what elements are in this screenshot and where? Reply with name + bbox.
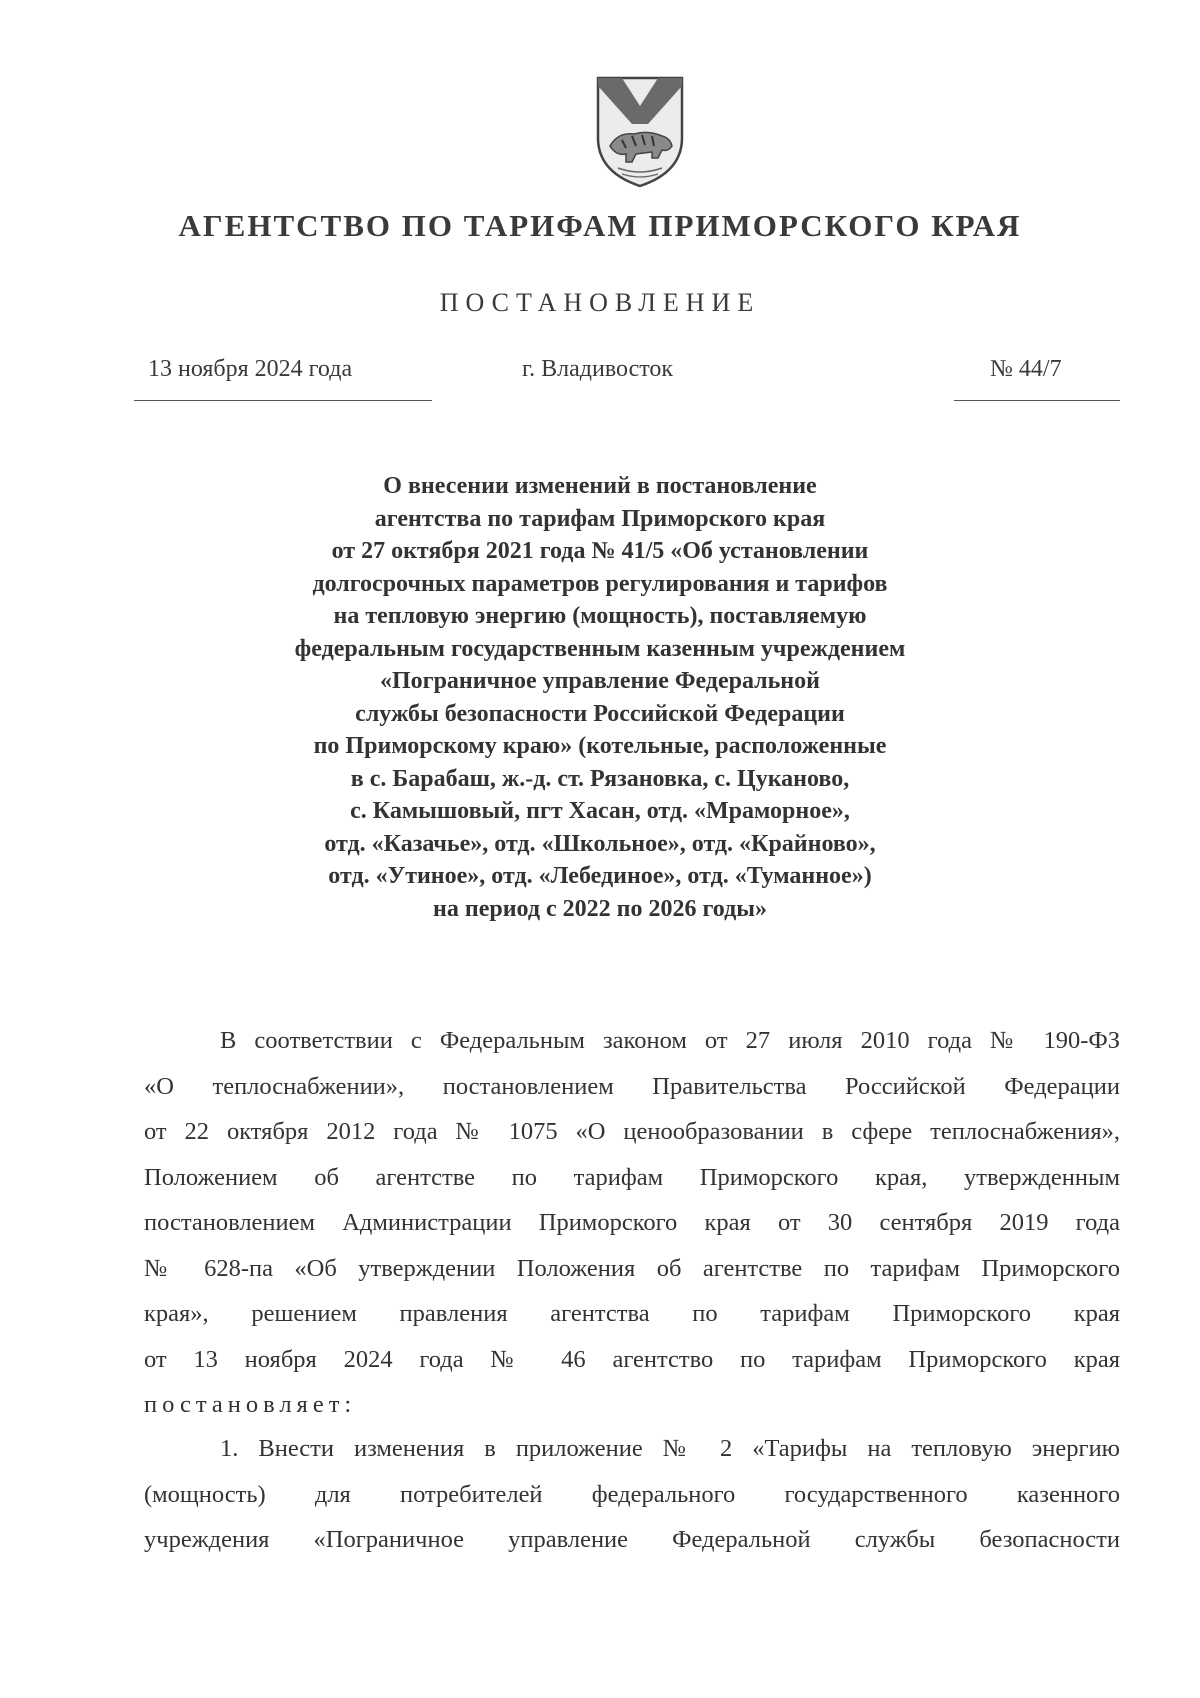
title-line: О внесении изменений в постановление	[383, 473, 817, 499]
clause-1-paragraph	[144, 1426, 1120, 1563]
title-line: федеральным государственным казенным учреждением	[294, 635, 906, 662]
body-line: «О теплоснабжении», постановлением Правительства Российской Федерации	[144, 1072, 1120, 1100]
body-line: (мощность) для потребителей федерального государственного казенного	[144, 1480, 1120, 1508]
coat-of-arms-emblem	[592, 72, 688, 190]
body-line: постановлением Администрации Приморского края от 30 сентября 2019 года	[144, 1209, 1120, 1236]
document-city: г. Владивосток	[522, 356, 674, 382]
number-underline	[954, 400, 1120, 401]
preamble-paragraph	[144, 1018, 1120, 1428]
title-line: службы безопасности Российской Федерации	[355, 700, 845, 727]
title-line: отд. «Казачье», отд. «Школьное», отд. «Крайново»,	[324, 830, 876, 857]
document-date: 13 ноября 2024 года	[148, 356, 353, 382]
resolution-title	[250, 470, 950, 925]
body-line: Положением об агентстве по тарифам Приморского края, утвержденным	[144, 1163, 1120, 1191]
title-line: от 27 октября 2021 года № 41/5 «Об установлении	[331, 538, 869, 564]
title-line: на период с 2022 по 2026 годы»	[433, 895, 767, 922]
agency-name: АГЕНТСТВО ПО ТАРИФАМ ПРИМОРСКОГО КРАЯ	[178, 208, 1022, 243]
title-line: в с. Барабаш, ж.-д. ст. Рязановка, с. Цуканово,	[350, 765, 850, 792]
body-line: учреждения «Пограничное управление Федеральной службы безопасности	[144, 1526, 1120, 1553]
title-line: с. Камышовый, пгт Хасан, отд. «Мраморное»,	[350, 798, 850, 824]
title-line: по Приморскому краю» (котельные, расположенные	[313, 733, 887, 759]
date-underline	[134, 400, 432, 401]
body-line: № 628-па «Об утверждении Положения об агентстве по тарифам Приморского	[144, 1254, 1120, 1282]
document-number: № 44/7	[990, 356, 1062, 382]
title-line: долгосрочных параметров регулирования и тарифов	[312, 570, 888, 597]
body-line: от 13 ноября 2024 года № 46 агентство по тарифам Приморского края	[144, 1345, 1120, 1373]
document-type: ПОСТАНОВЛЕНИЕ	[439, 288, 761, 317]
resolves-word: постановляет:	[144, 1391, 357, 1418]
title-line: «Пограничное управление Федеральной	[380, 668, 820, 694]
body-line: края», решением правления агентства по тарифам Приморского края	[144, 1300, 1120, 1327]
body-line: В соответствии с Федеральным законом от 27 июля 2010 года № 190-ФЗ	[220, 1027, 1120, 1054]
title-line: агентства по тарифам Приморского края	[374, 505, 826, 532]
title-line: на тепловую энергию (мощность), поставляемую	[333, 603, 867, 629]
body-line: от 22 октября 2012 года № 1075 «О ценообразовании в сфере теплоснабжения»,	[144, 1118, 1120, 1145]
title-line: отд. «Утиное», отд. «Лебединое», отд. «Туманное»)	[328, 863, 872, 889]
body-line: 1. Внести изменения в приложение № 2 «Тарифы на тепловую энергию	[220, 1435, 1120, 1462]
